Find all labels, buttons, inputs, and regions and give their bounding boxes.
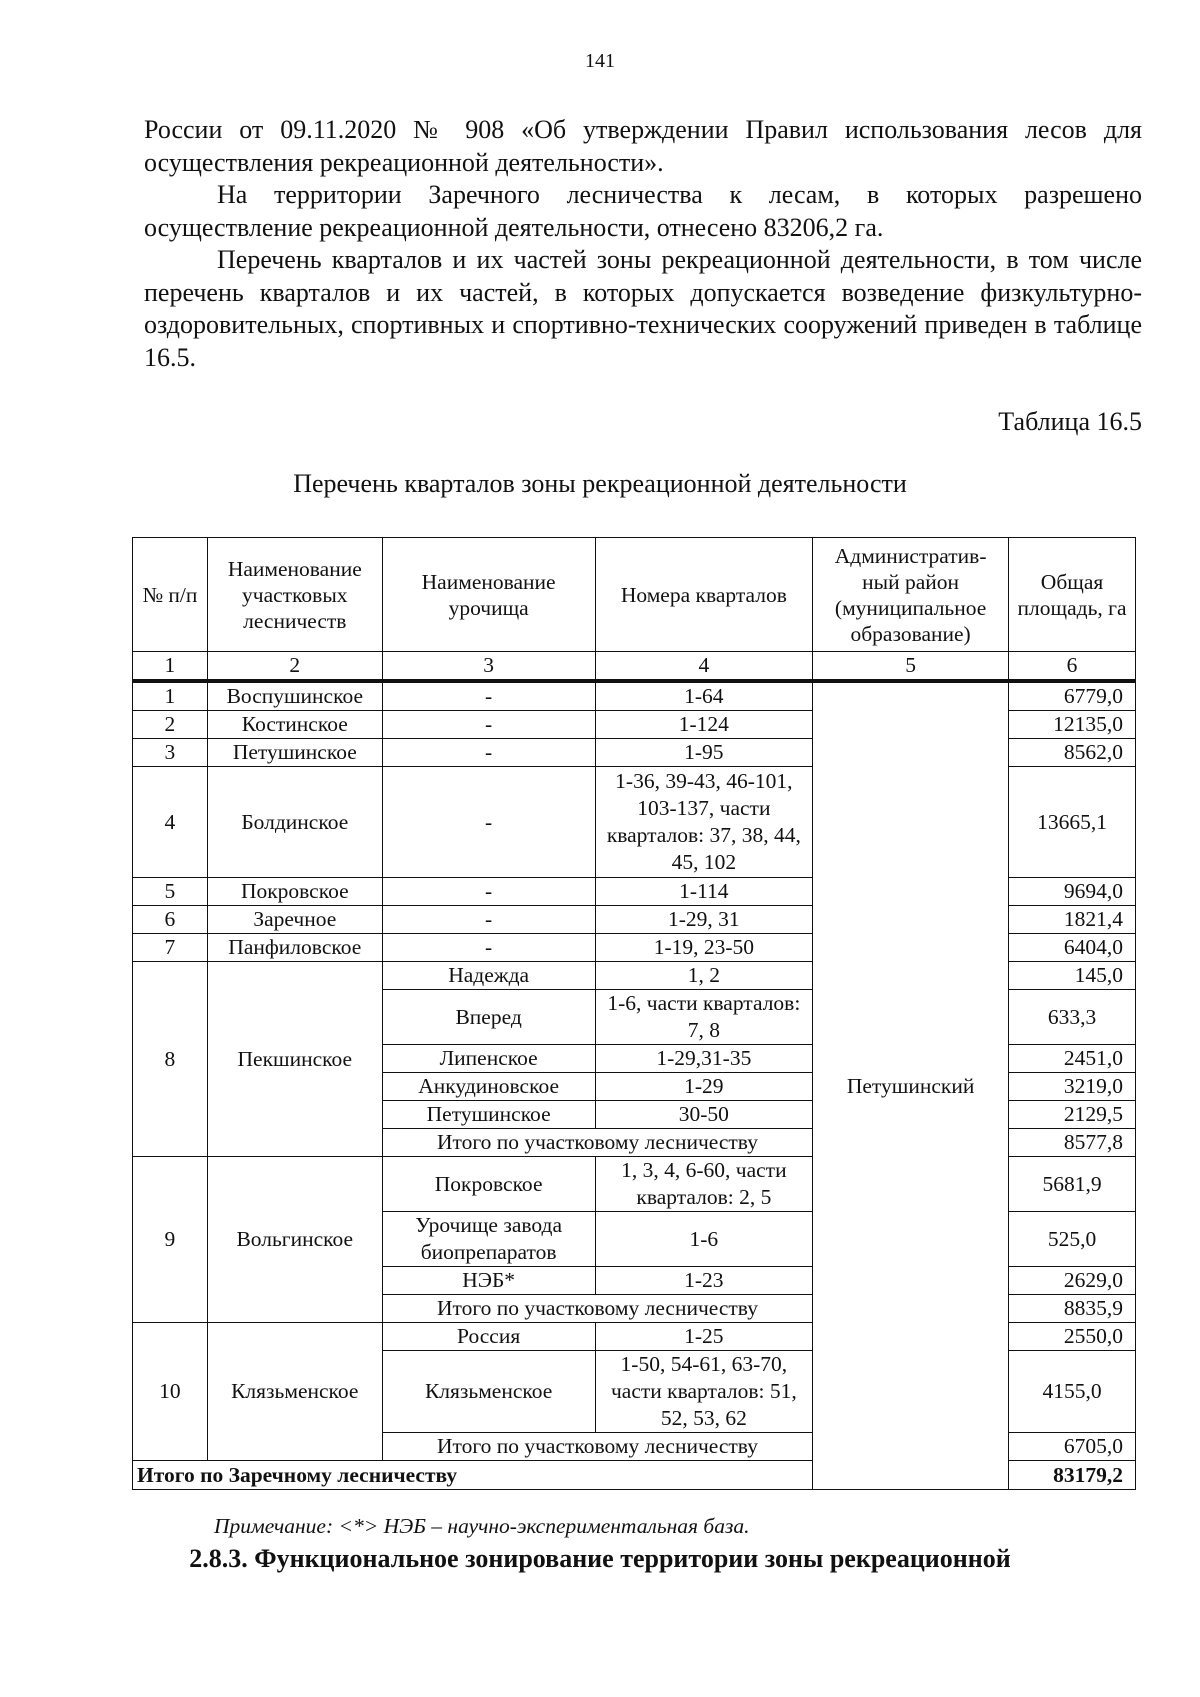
paragraph-1: России от 09.11.2020 № 908 «Об утверждении Правил использования лесов для осуществления рекреационной деятельности».	[144, 115, 1142, 177]
header-number: № п/п	[133, 538, 208, 652]
subtotal-label: Итого по участковому лесничеству	[382, 1129, 812, 1157]
row-number: 9	[133, 1157, 208, 1323]
area-value: 2629,0	[1009, 1267, 1136, 1295]
quarter-numbers: 1-124	[595, 711, 813, 739]
tract-name: Покровское	[382, 1157, 595, 1212]
subtotal-label: Итого по участковому лесничеству	[382, 1433, 812, 1461]
area-value: 5681,9	[1009, 1157, 1136, 1212]
quarter-numbers: 1-6	[595, 1212, 813, 1267]
forestry-name: Заречное	[207, 906, 382, 934]
district-cell: Петушинский	[813, 681, 1009, 1490]
column-number: 6	[1009, 652, 1136, 682]
forestry-name: Костинское	[207, 711, 382, 739]
tract-name: Надежда	[382, 962, 595, 990]
subtotal-label: Итого по участковому лесничеству	[382, 1295, 812, 1323]
table-title: Перечень кварталов зоны рекреационной деятельности	[293, 469, 907, 498]
quarter-numbers: 1, 3, 4, 6-60, части кварталов: 2, 5	[595, 1157, 813, 1212]
quarter-numbers: 1-6, части кварталов: 7, 8	[595, 990, 813, 1045]
quarter-numbers: 1-29,31-35	[595, 1045, 813, 1073]
area-value: 633,3	[1009, 990, 1136, 1045]
header-forestry: Наименование участковых лесничеств	[207, 538, 382, 652]
row-number: 3	[133, 739, 208, 767]
column-number: 2	[207, 652, 382, 682]
tract-name: -	[382, 934, 595, 962]
header-quarters: Номера кварталов	[595, 538, 813, 652]
tract-name: -	[382, 906, 595, 934]
grand-total-row	[133, 1461, 1136, 1490]
area-value: 12135,0	[1009, 711, 1136, 739]
forestry-name: Покровское	[207, 878, 382, 906]
grand-total-label: Итого по Заречному лесничеству	[133, 1461, 1009, 1490]
area-value: 13665,1	[1009, 767, 1136, 878]
table-note: Примечание: <*> НЭБ – научно-экспериментальная база.	[214, 1514, 750, 1538]
area-value: 3219,0	[1009, 1073, 1136, 1101]
area-value: 8562,0	[1009, 739, 1136, 767]
column-number: 1	[133, 652, 208, 682]
area-value: 6779,0	[1009, 681, 1136, 711]
forestry-name: Вольгинское	[207, 1157, 382, 1323]
quarter-numbers: 1, 2	[595, 962, 813, 990]
row-number: 1	[133, 681, 208, 711]
area-value: 9694,0	[1009, 878, 1136, 906]
row-number: 2	[133, 711, 208, 739]
quarter-numbers: 1-29, 31	[595, 906, 813, 934]
row-number: 4	[133, 767, 208, 878]
quarter-numbers: 1-29	[595, 1073, 813, 1101]
tract-name: -	[382, 739, 595, 767]
table-label: Таблица 16.5	[998, 407, 1142, 436]
header-district: Административ-ный район (муниципальное образование)	[813, 538, 1009, 652]
paragraph-3: Перечень кварталов и их частей зоны рекреационной деятельности, в том числе перечень кварталов и их частей, в которых допускается возведение физкультурно-оздоровительных, спортивных и спортивно-технических сооружений приведен в таблице 16.5.	[144, 245, 1142, 372]
row-number: 8	[133, 962, 208, 1157]
quarter-numbers: 1-114	[595, 878, 813, 906]
tract-name: Петушинское	[382, 1101, 595, 1129]
tract-name: Россия	[382, 1323, 595, 1351]
recreation-quarters-table	[132, 537, 1136, 1490]
quarter-numbers: 1-23	[595, 1267, 813, 1295]
tract-name: Вперед	[382, 990, 595, 1045]
tract-name: Анкудиновское	[382, 1073, 595, 1101]
forestry-name: Воспушинское	[207, 681, 382, 711]
area-value: 2550,0	[1009, 1323, 1136, 1351]
column-number: 3	[382, 652, 595, 682]
area-value: 525,0	[1009, 1212, 1136, 1267]
quarter-numbers: 1-95	[595, 739, 813, 767]
row-number: 7	[133, 934, 208, 962]
tract-name: НЭБ*	[382, 1267, 595, 1295]
forestry-name: Петушинское	[207, 739, 382, 767]
area-value: 6404,0	[1009, 934, 1136, 962]
body-text	[144, 114, 1142, 374]
header-tract: Наименование урочища	[382, 538, 595, 652]
section-heading: 2.8.3. Функциональное зонирование территории зоны рекреационной	[189, 1544, 1011, 1573]
table-header-row	[133, 538, 1136, 652]
quarter-numbers: 1-50, 54-61, 63-70, части кварталов: 51, 52, 53, 62	[595, 1351, 813, 1433]
tract-name: Урочище завода биопрепаратов	[382, 1212, 595, 1267]
area-value: 4155,0	[1009, 1351, 1136, 1433]
area-value: 2451,0	[1009, 1045, 1136, 1073]
paragraph-2: На территории Заречного лесничества к лесам, в которых разрешено осуществление рекреационной деятельности, отнесено 83206,2 га.	[144, 180, 1142, 242]
header-area: Общая площадь, га	[1009, 538, 1136, 652]
row-number: 5	[133, 878, 208, 906]
tract-name: -	[382, 681, 595, 711]
column-number: 4	[595, 652, 813, 682]
forestry-name: Пекшинское	[207, 962, 382, 1157]
forestry-name: Клязьменское	[207, 1323, 382, 1461]
grand-total-value: 83179,2	[1009, 1461, 1136, 1490]
quarter-numbers: 30-50	[595, 1101, 813, 1129]
tract-name: Клязьменское	[382, 1351, 595, 1433]
subtotal-value: 6705,0	[1009, 1433, 1136, 1461]
quarter-numbers: 1-25	[595, 1323, 813, 1351]
quarter-numbers: 1-36, 39-43, 46-101, 103-137, части кварталов: 37, 38, 44, 45, 102	[595, 767, 813, 878]
table-row	[133, 681, 1136, 711]
row-number: 10	[133, 1323, 208, 1461]
column-numbers-row	[133, 652, 1136, 682]
page-number: 141	[585, 50, 615, 72]
column-number: 5	[813, 652, 1009, 682]
area-value: 145,0	[1009, 962, 1136, 990]
row-number: 6	[133, 906, 208, 934]
tract-name: -	[382, 767, 595, 878]
forestry-name: Панфиловское	[207, 934, 382, 962]
quarter-numbers: 1-64	[595, 681, 813, 711]
tract-name: -	[382, 878, 595, 906]
area-value: 1821,4	[1009, 906, 1136, 934]
quarter-numbers: 1-19, 23-50	[595, 934, 813, 962]
tract-name: -	[382, 711, 595, 739]
tract-name: Липенское	[382, 1045, 595, 1073]
subtotal-value: 8835,9	[1009, 1295, 1136, 1323]
subtotal-value: 8577,8	[1009, 1129, 1136, 1157]
forestry-name: Болдинское	[207, 767, 382, 878]
area-value: 2129,5	[1009, 1101, 1136, 1129]
